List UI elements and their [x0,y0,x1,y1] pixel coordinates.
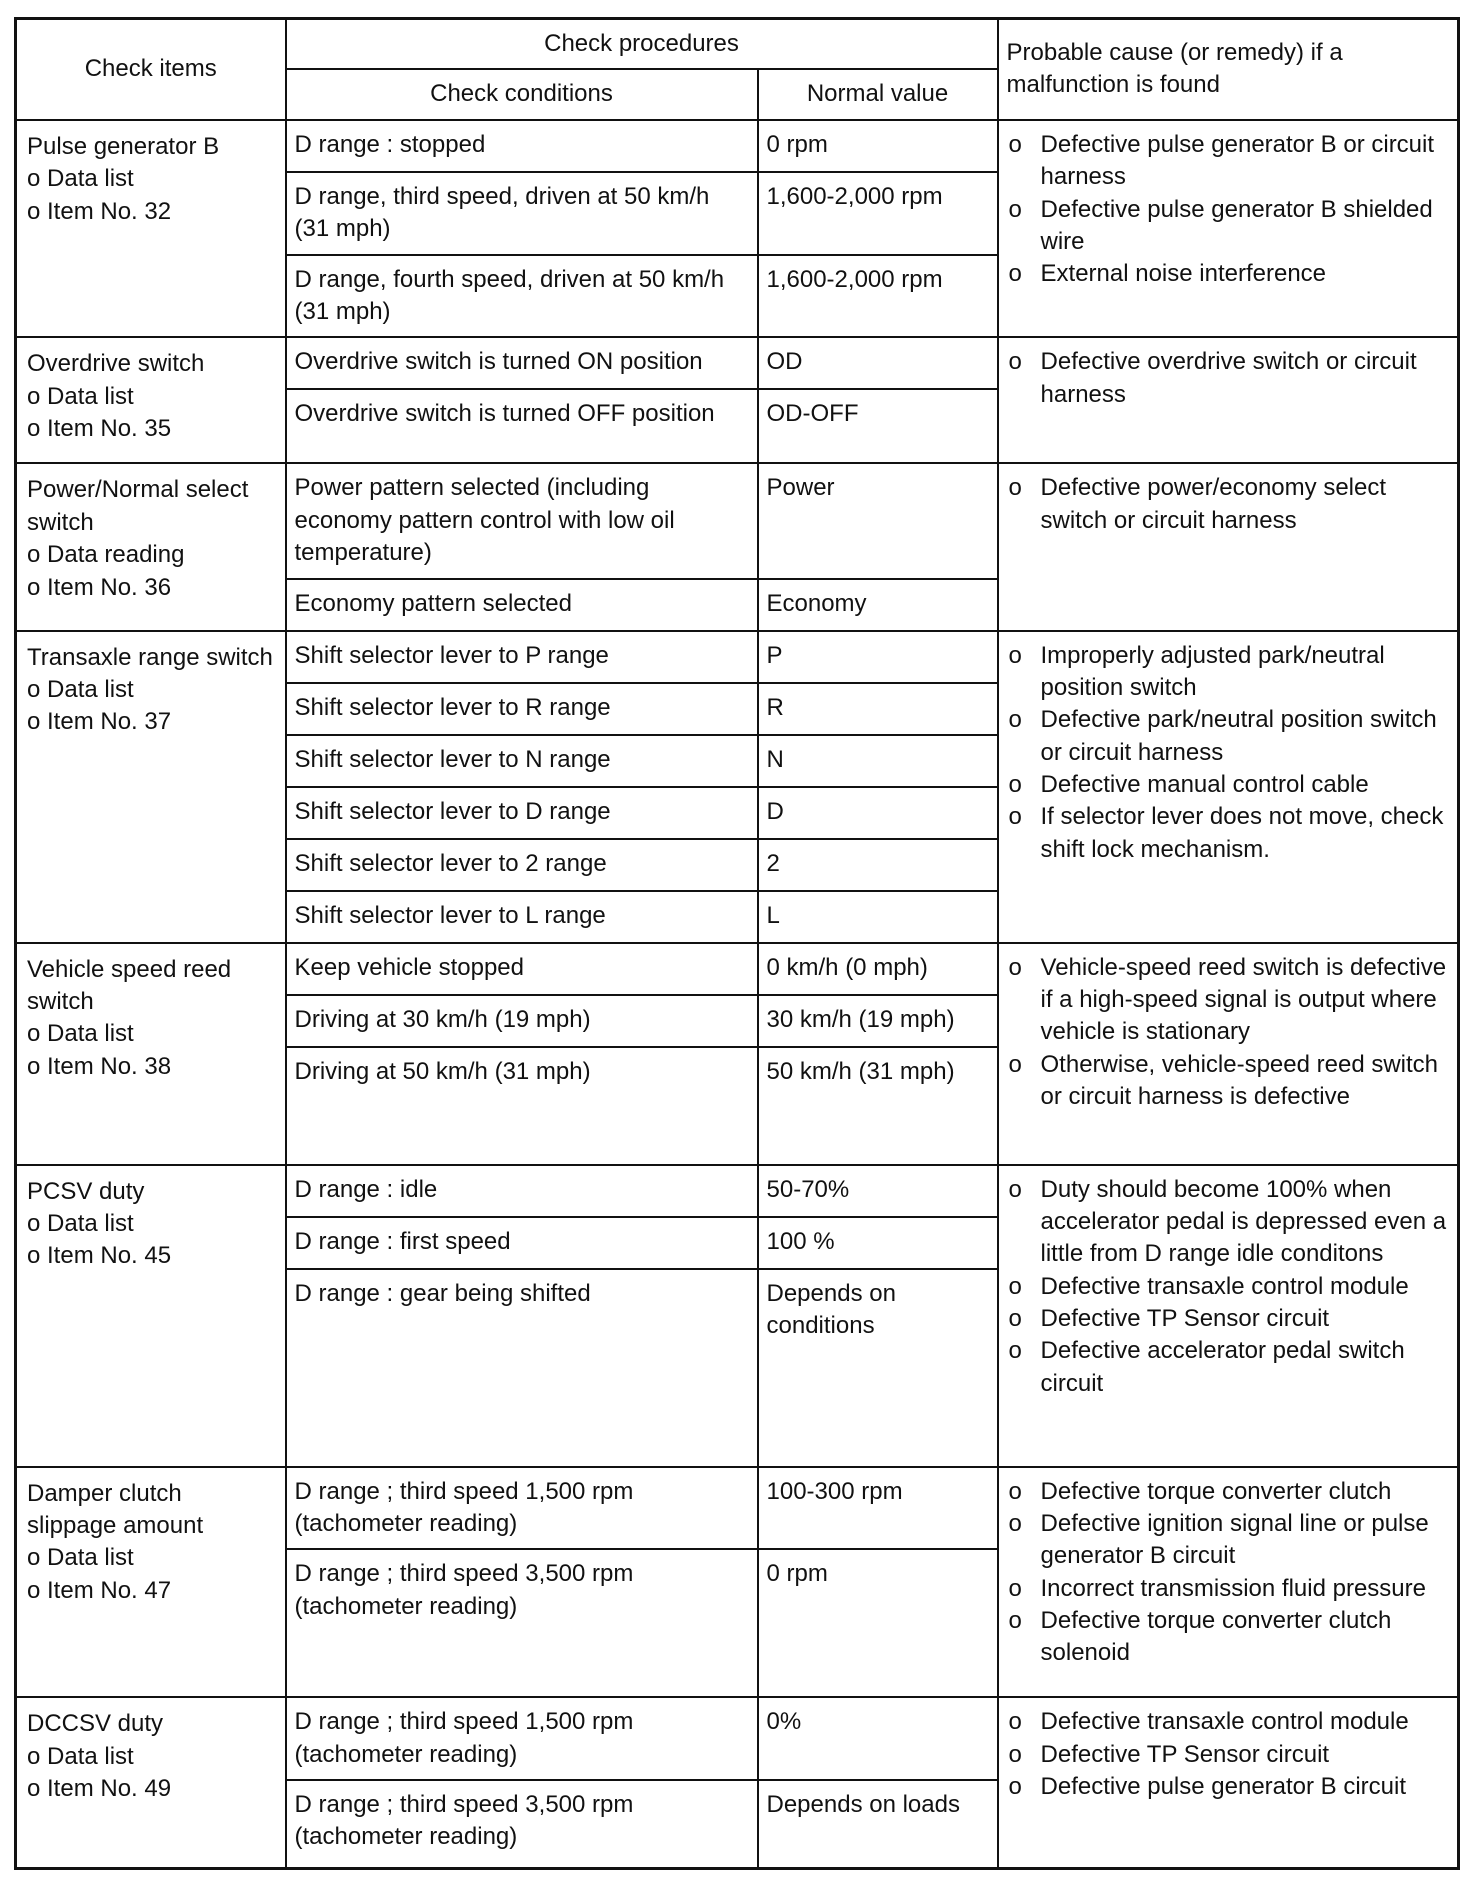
check-condition-cell: Shift selector lever to R range [286,683,758,735]
normal-value-cell: 0 km/h (0 mph) [758,943,998,995]
check-item-detail: o Item No. 32 [27,197,172,225]
cause-item [1009,704,1452,769]
bullet-marker: o [1008,1175,1022,1203]
normal-value-cell: L [758,891,998,943]
check-item-cell [16,1165,286,1467]
bullet-marker: o [1008,641,1022,669]
check-item-detail: o Item No. 38 [27,1052,172,1080]
check-condition-cell: Economy pattern selected [286,579,758,631]
table-row [16,631,1459,683]
probable-cause-cell [998,1697,1459,1868]
cause-item [1009,258,1452,290]
normal-value-cell: Depends on loads [758,1780,998,1869]
check-condition-cell: D range, third speed, driven at 50 km/h (31 mph) [286,172,758,255]
bullet-marker: o [1008,1708,1022,1736]
bullet-marker: o [1008,1607,1022,1635]
cause-text: Defective pulse generator B shielded wire [1040,195,1433,255]
normal-value-cell: 1,600-2,000 rpm [758,172,998,255]
check-item-name: Damper clutch slippage amount [27,1479,204,1539]
table-row [16,463,1459,578]
bullet-marker: o [1008,953,1022,981]
cause-list [1009,952,1452,1114]
bullet-marker: o [1008,1337,1022,1365]
check-condition-cell: Shift selector lever to D range [286,787,758,839]
check-condition-cell: Shift selector lever to N range [286,735,758,787]
check-condition-cell: Shift selector lever to 2 range [286,839,758,891]
check-item-detail: o Data list [27,382,134,410]
bullet-marker: o [1008,1574,1022,1602]
probable-cause-cell [998,631,1459,943]
cause-text: Defective TP Sensor circuit [1040,1740,1330,1768]
check-item-detail: o Data list [27,1209,134,1237]
check-condition-cell: D range : gear being shifted [286,1269,758,1467]
cause-text: Defective torque converter clutch solenoid [1040,1607,1392,1667]
cause-text: Duty should become 100% when accelerator pedal is depressed even a little from D range idle conditons [1040,1175,1447,1268]
check-condition-cell: D range, fourth speed, driven at 50 km/h (31 mph) [286,255,758,338]
check-condition-cell: D range ; third speed 1,500 rpm (tachometer reading) [286,1467,758,1550]
check-procedure-table [14,17,1460,1870]
bullet-marker: o [1008,348,1022,376]
bullet-marker: o [1008,1477,1022,1505]
bullet-marker: o [1008,1509,1022,1537]
normal-value-cell: 0 rpm [758,1549,998,1697]
table-row [16,120,1459,172]
cause-list [1009,472,1452,537]
check-condition-cell: D range ; third speed 1,500 rpm (tachometer reading) [286,1697,758,1780]
cause-item [1009,1335,1452,1400]
cause-text: Improperly adjusted park/neutral position switch [1040,641,1385,701]
probable-cause-cell [998,1467,1459,1698]
check-item-detail: o Data list [27,165,134,193]
cause-text: External noise interference [1040,260,1327,288]
table-row [16,1165,1459,1217]
check-item-name: Vehicle speed reed switch [27,955,232,1015]
check-item-detail: o Item No. 36 [27,573,172,601]
cause-text: If selector lever does not move, check shift lock mechanism. [1040,803,1444,863]
check-condition-cell: Overdrive switch is turned ON position [286,337,758,389]
bullet-marker: o [1008,803,1022,831]
normal-value-cell: D [758,787,998,839]
cause-item [1009,952,1452,1049]
normal-value-cell: 1,600-2,000 rpm [758,255,998,338]
table-row [16,1697,1459,1780]
check-item-cell [16,463,286,630]
normal-value-cell: 100 % [758,1217,998,1269]
normal-value-cell: Power [758,463,998,578]
cause-item [1009,1573,1452,1605]
cause-item [1009,346,1452,411]
normal-value-header: Normal value [758,69,998,119]
cause-item [1009,801,1452,866]
bullet-marker: o [1008,1305,1022,1333]
normal-value-cell: 2 [758,839,998,891]
normal-value-cell: P [758,631,998,683]
normal-value-cell: 50 km/h (31 mph) [758,1047,998,1165]
cause-text: Defective pulse generator B or circuit harness [1040,130,1435,191]
bullet-marker: o [1008,1050,1022,1078]
normal-value-cell: Economy [758,579,998,631]
cause-text: Defective accelerator pedal switch circuit [1040,1337,1405,1397]
check-condition-cell: Shift selector lever to L range [286,891,758,943]
normal-value-cell: R [758,683,998,735]
cause-item [1009,1508,1452,1573]
cause-item [1009,1706,1452,1738]
cause-item [1009,1771,1452,1803]
check-condition-cell: Shift selector lever to P range [286,631,758,683]
cause-text: Defective park/neutral position switch or circuit harness [1040,706,1437,766]
check-item-name: PCSV duty [27,1177,145,1205]
bullet-marker: o [1008,1272,1022,1300]
cause-text: Defective TP Sensor circuit [1040,1305,1330,1333]
check-condition-cell: D range ; third speed 3,500 rpm (tachometer reading) [286,1549,758,1697]
check-item-detail: o Data list [27,675,134,703]
cause-text: Defective ignition signal line or pulse generator B circuit [1040,1509,1429,1570]
cause-text: Otherwise, vehicle-speed reed switch or circuit harness is defective [1040,1050,1439,1111]
check-condition-cell: Power pattern selected (including economy pattern control with low oil temperature) [286,463,758,578]
check-item-detail: o Data reading [27,541,185,569]
check-item-cell [16,943,286,1165]
cause-list [1009,1476,1452,1670]
cause-item [1009,1605,1452,1670]
bullet-marker: o [1008,706,1022,734]
check-condition-cell: Keep vehicle stopped [286,943,758,995]
normal-value-cell: 100-300 rpm [758,1467,998,1550]
probable-cause-header: Probable cause (or remedy) if a malfunction is found [998,19,1459,120]
bullet-marker: o [1008,195,1022,223]
table-row [16,943,1459,995]
check-condition-cell: Driving at 50 km/h (31 mph) [286,1047,758,1165]
check-item-detail: o Item No. 37 [27,708,172,736]
cause-list [1009,640,1452,867]
cause-list [1009,129,1452,291]
cause-item [1009,472,1452,537]
cause-item [1009,1174,1452,1271]
check-item-name: Pulse generator B [27,132,220,160]
probable-cause-cell [998,943,1459,1165]
bullet-marker: o [1008,260,1022,288]
check-procedure-page [14,17,1457,1870]
check-condition-cell: D range ; third speed 3,500 rpm (tachometer reading) [286,1780,758,1869]
normal-value-cell: 50-70% [758,1165,998,1217]
cause-text: Defective overdrive switch or circuit harness [1040,348,1417,408]
check-item-detail: o Item No. 45 [27,1242,172,1270]
check-item-detail: o Data list [27,1544,134,1572]
cause-list [1009,346,1452,411]
cause-text: Vehicle-speed reed switch is defective if a high-speed signal is output where vehicle is stationary [1040,953,1447,1046]
cause-list [1009,1174,1452,1401]
bullet-marker: o [1008,474,1022,502]
probable-cause-cell [998,120,1459,338]
check-item-cell [16,337,286,463]
table-body [16,120,1459,1869]
check-item-cell [16,1467,286,1698]
check-item-cell [16,1697,286,1868]
check-condition-cell: D range : first speed [286,1217,758,1269]
normal-value-cell: 30 km/h (19 mph) [758,995,998,1047]
table-row [16,1467,1459,1550]
check-item-detail: o Data list [27,1742,134,1770]
bullet-marker: o [1008,1773,1022,1801]
check-procedures-header: Check procedures [286,19,998,70]
normal-value-cell: OD [758,337,998,389]
normal-value-cell: N [758,735,998,787]
probable-cause-cell [998,1165,1459,1467]
cause-text: Defective torque converter clutch [1040,1477,1392,1505]
cause-text: Defective manual control cable [1040,771,1369,799]
check-condition-cell: Overdrive switch is turned OFF position [286,389,758,463]
check-condition-cell: D range : idle [286,1165,758,1217]
cause-list [1009,1706,1452,1803]
check-item-cell [16,631,286,943]
cause-item [1009,769,1452,801]
check-item-name: Transaxle range switch [27,643,273,671]
check-conditions-header: Check conditions [286,69,758,119]
cause-item [1009,640,1452,705]
cause-item [1009,129,1452,194]
cause-item [1009,194,1452,259]
check-item-detail: o Data list [27,1020,134,1048]
cause-item [1009,1271,1452,1303]
normal-value-cell: 0 rpm [758,120,998,172]
cause-text: Defective transaxle control module [1040,1708,1409,1736]
cause-text: Defective power/economy select switch or circuit harness [1040,474,1387,534]
cause-item [1009,1476,1452,1508]
normal-value-cell: Depends on conditions [758,1269,998,1467]
cause-text: Incorrect transmission fluid pressure [1040,1574,1426,1602]
probable-cause-cell [998,463,1459,630]
check-item-name: Overdrive switch [27,350,205,378]
check-condition-cell: Driving at 30 km/h (19 mph) [286,995,758,1047]
bullet-marker: o [1008,771,1022,799]
cause-text: Defective pulse generator B circuit [1040,1773,1407,1801]
normal-value-cell: 0% [758,1697,998,1780]
cause-item [1009,1303,1452,1335]
check-item-name: Power/Normal select switch [27,476,249,536]
bullet-marker: o [1008,1740,1022,1768]
normal-value-cell: OD-OFF [758,389,998,463]
bullet-marker: o [1008,130,1022,158]
check-item-detail: o Item No. 49 [27,1775,172,1803]
cause-text: Defective transaxle control module [1040,1272,1409,1300]
cause-item [1009,1739,1452,1771]
cause-item [1009,1049,1452,1114]
table-row [16,337,1459,389]
check-condition-cell: D range : stopped [286,120,758,172]
check-item-cell [16,120,286,338]
header-row-1 [16,19,1459,70]
check-item-detail: o Item No. 35 [27,415,172,443]
check-item-detail: o Item No. 47 [27,1576,172,1604]
probable-cause-cell [998,337,1459,463]
check-items-header: Check items [16,19,286,120]
check-item-name: DCCSV duty [27,1710,164,1738]
